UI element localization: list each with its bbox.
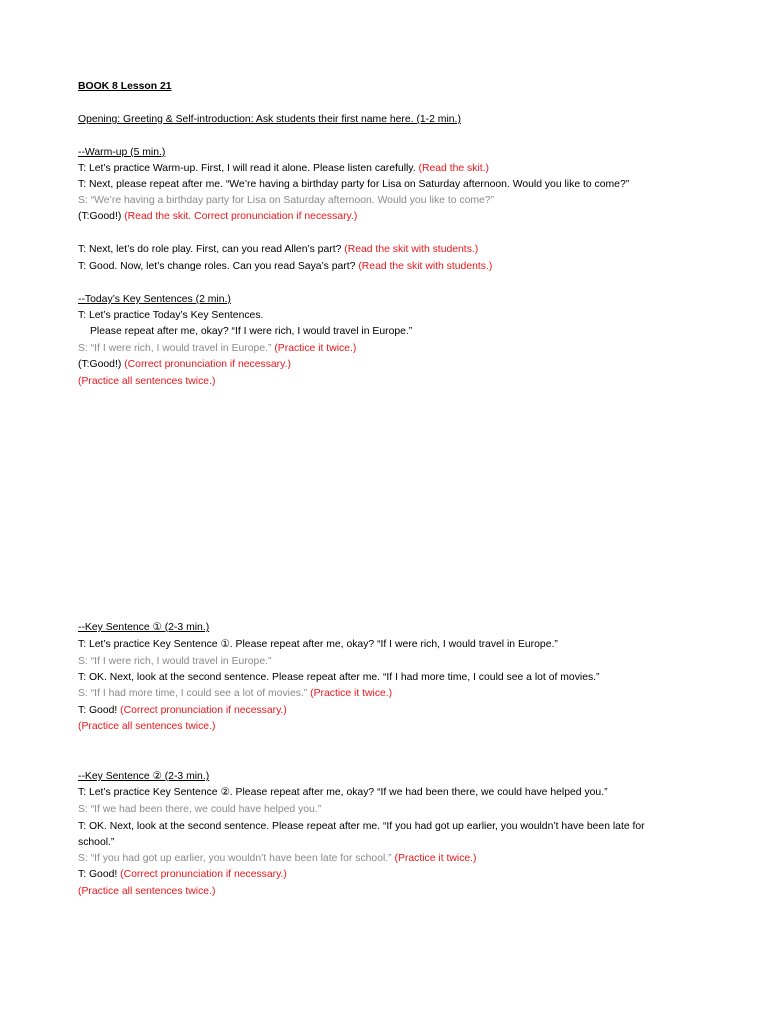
key-sentence-1-heading: --Key Sentence ① (2-3 min.) bbox=[78, 622, 210, 633]
warmup-heading: --Warm-up (5 min.) bbox=[78, 147, 166, 158]
key-sentence-1-line-3: T: OK. Next, look at the second sentence. Please repeat after me. “If I had more time, I could see a lot of movies.” bbox=[78, 672, 600, 683]
key-sentence-2-line-3a: T: OK. Next, look at the second sentence. Please repeat after me. “If you had got up earlier, you wouldn’t have been late for bbox=[78, 821, 645, 832]
key-sentence-1-line-2: S: “If I were rich, I would travel in Europe.” bbox=[78, 656, 272, 667]
instruction-note: (Read the skit with students.) bbox=[344, 244, 479, 255]
warmup-line-3: S: “We’re having a birthday party for Lisa on Saturday afternoon. Would you like to come?” bbox=[78, 195, 495, 206]
instruction-note: (Correct pronunciation if necessary.) bbox=[120, 705, 287, 716]
key-sentence-2-line-3b: school.” bbox=[78, 837, 115, 848]
instruction-note: (Correct pronunciation if necessary.) bbox=[120, 869, 287, 880]
instruction-note: (Practice it twice.) bbox=[394, 853, 477, 864]
key-sentence-2-line-2: S: “If we had been there, we could have helped you.” bbox=[78, 804, 322, 815]
instruction-note: (Read the skit. Correct pronunciation if necessary.) bbox=[124, 211, 358, 222]
key-sentences-line-3: S: “If I were rich, I would travel in Europe.” (Practice it twice.) bbox=[78, 343, 357, 354]
instruction-note: (Correct pronunciation if necessary.) bbox=[124, 359, 291, 370]
instruction-note: (Read the skit.) bbox=[418, 163, 489, 174]
instruction-note: (Practice it twice.) bbox=[310, 688, 393, 699]
key-sentences-line-4: (T:Good!) (Correct pronunciation if necessary.) bbox=[78, 359, 291, 370]
key-sentence-1-line-5: T: Good! (Correct pronunciation if necessary.) bbox=[78, 705, 287, 716]
instruction-note: (Read the skit with students.) bbox=[358, 261, 493, 272]
key-sentence-2-line-6: (Practice all sentences twice.) bbox=[78, 886, 216, 897]
key-sentences-line-5: (Practice all sentences twice.) bbox=[78, 376, 216, 387]
key-sentence-1-line-4: S: “If I had more time, I could see a lot of movies.” (Practice it twice.) bbox=[78, 688, 393, 699]
warmup-line-5: T: Next, let’s do role play. First, can you read Allen’s part? (Read the skit with students.) bbox=[78, 244, 479, 255]
key-sentences-heading: --Today’s Key Sentences (2 min.) bbox=[78, 294, 231, 305]
key-sentence-2-heading: --Key Sentence ② (2-3 min.) bbox=[78, 771, 210, 782]
key-sentence-1-line-1: T: Let’s practice Key Sentence ①. Please repeat after me, okay? “If I were rich, I would travel in Europe.” bbox=[78, 639, 558, 650]
opening-line: Opening: Greeting & Self-introduction: Ask students their first name here. (1-2 min.) bbox=[78, 114, 461, 125]
lesson-title: BOOK 8 Lesson 21 bbox=[78, 81, 172, 92]
key-sentences-line-2: Please repeat after me, okay? “If I were rich, I would travel in Europe.” bbox=[90, 326, 413, 337]
warmup-line-6: T: Good. Now, let’s change roles. Can you read Saya’s part? (Read the skit with students.) bbox=[78, 261, 493, 272]
warmup-line-2: T: Next, please repeat after me. “We’re having a birthday party for Lisa on Saturday afternoon. Would you like to come?” bbox=[78, 179, 630, 190]
instruction-note: (Practice it twice.) bbox=[274, 343, 357, 354]
key-sentence-2-line-1: T: Let’s practice Key Sentence ②. Please repeat after me, okay? “If we had been there, we could have helped you.” bbox=[78, 787, 608, 798]
warmup-line-4: (T:Good!) (Read the skit. Correct pronunciation if necessary.) bbox=[78, 211, 358, 222]
warmup-line-1: T: Let’s practice Warm-up. First, I will read it alone. Please listen carefully. (Read the skit.) bbox=[78, 163, 489, 174]
key-sentence-1-line-6: (Practice all sentences twice.) bbox=[78, 721, 216, 732]
key-sentence-2-line-5: T: Good! (Correct pronunciation if necessary.) bbox=[78, 869, 287, 880]
key-sentence-2-line-4: S: “If you had got up earlier, you wouldn’t have been late for school.” (Practice it twice.) bbox=[78, 853, 477, 864]
key-sentences-line-1: T: Let’s practice Today’s Key Sentences. bbox=[78, 310, 264, 321]
